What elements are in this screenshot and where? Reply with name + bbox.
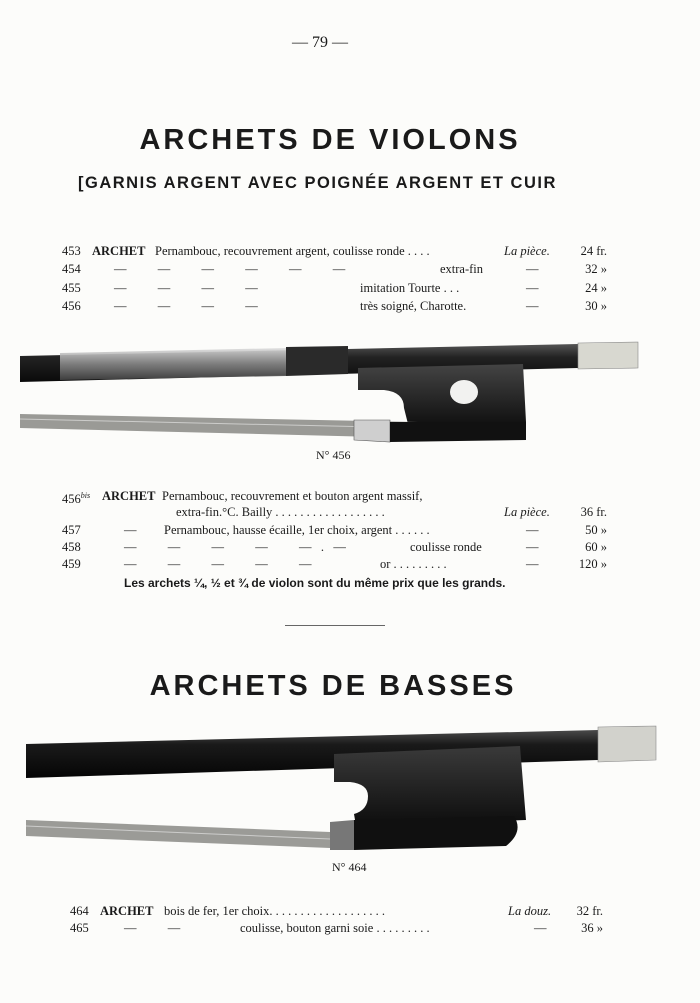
item-dashes: — — — — — — [114,262,346,276]
item-number: 455 [62,281,81,295]
section-divider [285,625,385,626]
item-price: 36 » [581,921,603,935]
item-dashes: — — [124,921,181,935]
item-number: 454 [62,262,81,276]
item-number: 453 [62,244,81,258]
list-item [62,522,622,538]
item-number: $456^{bis}$ [62,491,91,507]
item-description: or . . . . . . . . . [380,557,447,571]
item-unit: — [526,540,539,554]
item-price: 32 fr. [576,904,603,918]
figure-caption: N° 456 [316,448,351,462]
item-price: 24 » [585,281,607,295]
item-description: Pernambouc, recouvrement et bouton argent massif, [162,489,423,503]
item-price: 60 » [585,540,607,554]
item-dashes: — — — — — [124,557,312,571]
list-item [62,298,622,314]
item-description: coulisse, bouton garni soie . . . . . . . . . [240,921,430,935]
item-description: imitation Tourte . . . [360,281,460,295]
list-item [62,261,622,277]
item-number: 456 [62,299,81,313]
section-title-basses: ARCHETS DE BASSES [149,670,517,702]
list-item-continued [62,504,622,520]
list-item [70,920,630,936]
item-unit: La pièce. [504,244,550,258]
item-dashes: — — — — [114,299,258,313]
bass-bow-illustration [24,722,660,856]
item-price: 30 » [585,299,607,313]
item-number: 457 [62,523,81,537]
item-unit: La pièce. [504,505,550,519]
item-price: 32 » [585,262,607,276]
item-unit: — [526,262,539,276]
item-number: 464 [70,904,89,918]
item-dashes: — [124,523,137,537]
list-item [62,243,622,259]
item-keyword: ARCHET [100,904,154,918]
item-description: bois de fer, 1er choix. . . . . . . . . . . . . . . . . . . [164,904,385,918]
list-item [62,539,622,555]
item-number: 458 [62,540,81,554]
item-description: très soigné, Charotte. [360,299,467,313]
item-unit: — [534,921,547,935]
item-keyword: ARCHET [92,244,146,258]
violin-bow-illustration [18,336,642,446]
item-unit: — [526,299,539,313]
note: Les archets ¼, ½ et ¾ de violon sont du même prix que les grands. [124,576,506,590]
item-price: 120 » [578,557,607,571]
item-description: extra-fin [440,262,484,276]
item-number: 459 [62,557,81,571]
list-item [62,556,622,572]
item-keyword: ARCHET [102,489,156,503]
item-description: Pernambouc, recouvrement argent, coulisse ronde . . . . [155,244,430,258]
list-item [62,280,622,296]
section-subtitle-violons: [GARNIS ARGENT AVEC POIGNÉE ARGENT ET CUIR [78,174,557,192]
item-description: Pernambouc, hausse écaille, 1er choix, argent . . . . . . [164,523,430,537]
item-price: 24 fr. [580,244,607,258]
item-description: coulisse ronde [410,540,482,554]
page-number: — 79 — [292,34,348,51]
item-dashes: — — — — — . — [124,540,346,554]
item-dashes: — — — — [114,281,258,295]
item-number: 465 [70,921,89,935]
item-description: extra-fin.°C. Bailly . . . . . . . . . . . . . . . . . . [176,505,385,519]
figure-caption: N° 464 [332,860,367,874]
item-price: 50 » [585,523,607,537]
item-unit: — [526,523,539,537]
item-unit: — [526,281,539,295]
section-title-violons: ARCHETS DE VIOLONS [139,124,521,156]
item-unit: La douz. [508,904,552,918]
list-item [62,488,622,507]
item-unit: — [526,557,539,571]
item-price: 36 fr. [580,505,607,519]
list-item [70,903,630,919]
